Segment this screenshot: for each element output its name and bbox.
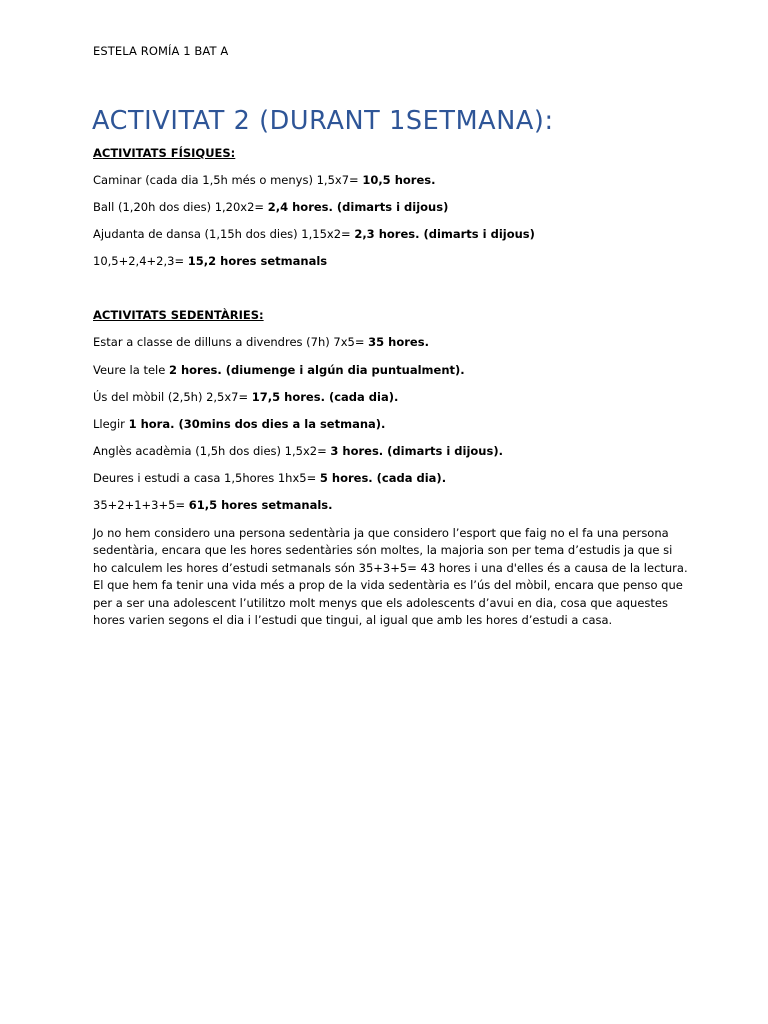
line-bold-text: 2,4 hores. (dimarts i dijous) [267, 200, 449, 214]
conclusion-paragraph [93, 525, 693, 629]
line-text: Anglès acadèmia (1,5h dos dies) 1,5x2= [93, 444, 331, 458]
physical-line [93, 227, 535, 241]
paragraph-line: sedentària, encara que les hores sedentàries són moltes, la majoria son per tema d’estudis ja que si [93, 543, 673, 558]
line-text: Caminar (cada dia 1,5h més o menys) 1,5x7= [93, 173, 363, 187]
sedentary-line [93, 335, 429, 349]
sedentary-line [93, 417, 385, 431]
paragraph-line: Jo no hem considero una persona sedentària ja que considero l’esport que faig no el fa una persona [93, 526, 669, 540]
line-text: Deures i estudi a casa 1,5hores 1hx5= [93, 471, 320, 485]
sedentary-line [93, 390, 398, 404]
line-bold-text: 3 hores. (dimarts i dijous). [330, 444, 503, 458]
line-bold-text: 2 hores. (diumenge i algún dia puntualment). [168, 363, 465, 377]
sedentary-line [93, 363, 465, 377]
physical-line [93, 173, 435, 187]
paragraph-line: hores varien segons el dia i l’estudi que tingui, al igual que amb les hores d’estudi a casa. [93, 613, 613, 628]
paragraph-line: per a ser una adolescent l’utilitzo molt menys que els adolescents d’avui en dia, cosa que aquestes [93, 595, 668, 610]
physical-line [93, 200, 448, 214]
line-text: 35+2+1+3+5= [93, 498, 189, 512]
line-text: Veure la tele [93, 363, 169, 377]
line-text: Estar a classe de dilluns a divendres (7h) 7x5= [93, 335, 369, 349]
page-header: ESTELA ROMÍA 1 BAT A [93, 44, 229, 58]
line-bold-text: 5 hores. (cada dia). [319, 471, 447, 485]
sedentary-line [93, 444, 503, 458]
line-text: 10,5+2,4+2,3= [93, 254, 188, 268]
paragraph-line: El que hem fa tenir una vida més a prop de la vida sedentària es l’ús del mòbil, encara que penso que [93, 578, 683, 593]
physical-total-line [93, 254, 327, 268]
line-bold-text: 1 hora. (30mins dos dies a la setmana). [128, 417, 386, 431]
line-bold-text: 35 hores. [368, 335, 429, 349]
line-bold-text: 2,3 hores. (dimarts i dijous) [354, 227, 535, 241]
sedentary-heading: ACTIVITATS SEDENTÀRIES: [93, 308, 264, 322]
line-text: Ajudanta de dansa (1,15h dos dies) 1,15x2= [93, 227, 355, 241]
paragraph-line: ho calculem les hores d’estudi setmanals són 35+3+5= 43 hores i una d'elles és a causa de la lectura. [93, 560, 688, 575]
sedentary-total-line [93, 498, 333, 512]
physical-heading: ACTIVITATS FÍSIQUES: [93, 146, 236, 160]
line-bold-text: 17,5 hores. (cada dia). [251, 390, 399, 404]
line-text: Llegir [93, 417, 129, 431]
line-text: Ball (1,20h dos dies) 1,20x2= [93, 200, 268, 214]
line-text: Ús del mòbil (2,5h) 2,5x7= [93, 390, 252, 404]
page-title: ACTIVITAT 2 (DURANT 1SETMANA): [92, 106, 554, 136]
line-bold-text: 10,5 hores. [362, 173, 436, 187]
sedentary-line [93, 471, 446, 485]
line-bold-text: 61,5 hores setmanals. [188, 498, 333, 512]
line-bold-text: 15,2 hores setmanals [187, 254, 328, 268]
